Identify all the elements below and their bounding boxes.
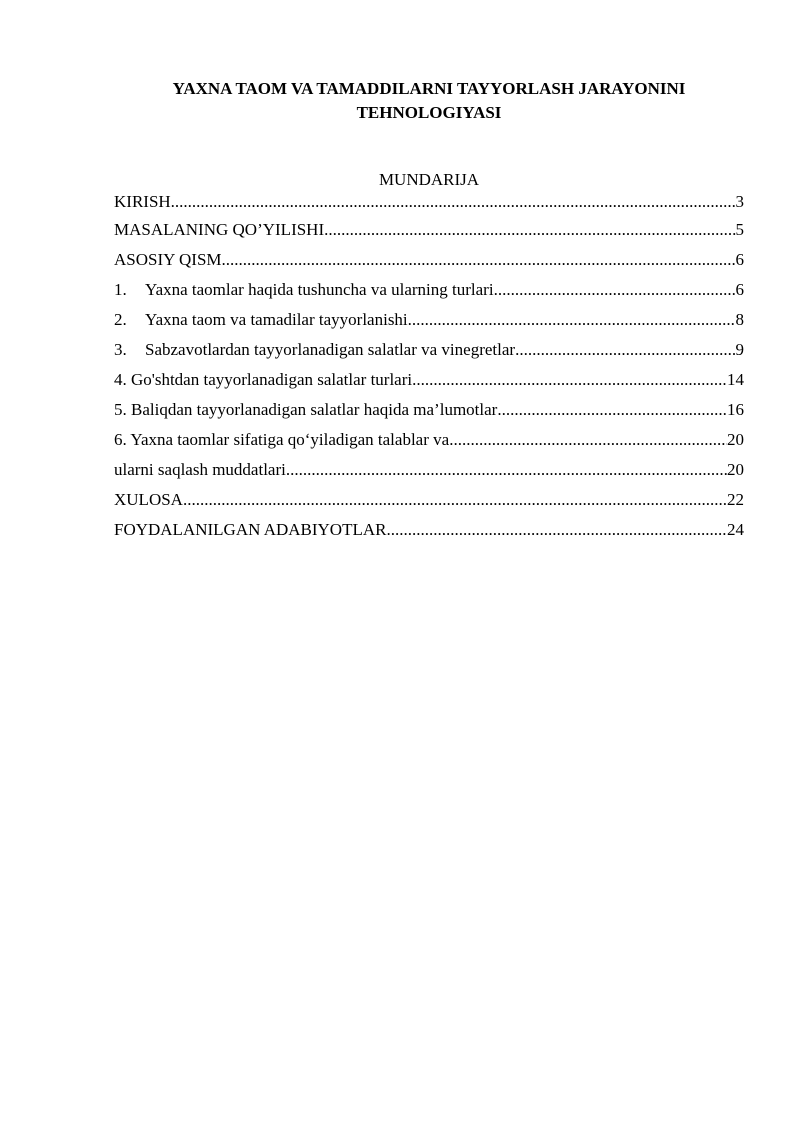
toc-page-number: 24 [727, 520, 744, 539]
toc-entry-section-2[interactable] [114, 309, 744, 339]
toc-dot-leader [515, 339, 735, 361]
toc-entry-text: FOYDALANILGAN ADABIYOTLAR [114, 520, 387, 539]
toc-entry-text: 5. Baliqdan tayyorlanadigan salatlar haqida ma’lumotlar [114, 400, 498, 419]
toc-entry-text: ASOSIY QISM [114, 250, 222, 269]
toc-page-number: 5 [735, 220, 744, 239]
toc-entry-xulosa[interactable] [114, 489, 744, 519]
toc-page-number: 8 [735, 310, 744, 329]
toc-entry-foydalanilgan-adabiyotlar[interactable] [114, 519, 744, 549]
toc-dot-leader [222, 249, 736, 271]
toc-entry-text: 4. Go'shtdan tayyorlanadigan salatlar turlari [114, 370, 413, 389]
toc-entry-section-1[interactable] [114, 279, 744, 309]
toc-entry-text: MASALANING QO’YILISHI [114, 220, 325, 239]
toc-dot-leader [497, 399, 727, 421]
toc-page-number: 16 [727, 400, 744, 419]
document-title: YAXNA TAOM VA TAMADDILARNI TAYYORLASH JARAYONINI TEHNOLOGIYASI [172, 79, 686, 122]
toc-entry-text: Sabzavotlardan tayyorlanadigan salatlar va vinegretlar [145, 340, 516, 359]
toc-entry-text: ularni saqlash muddatlari [114, 460, 286, 479]
toc-entry-text: KIRISH [114, 192, 171, 211]
table-of-contents [114, 191, 744, 549]
toc-page-number: 20 [727, 460, 744, 479]
toc-page-number: 14 [727, 370, 744, 389]
toc-page-number: 6 [735, 250, 744, 269]
toc-entry-asosiy-qism[interactable] [114, 249, 744, 279]
toc-dot-leader [494, 279, 736, 301]
toc-entry-section-3[interactable] [114, 339, 744, 369]
document-page [114, 77, 744, 549]
toc-dot-leader [412, 369, 727, 391]
toc-entry-section-6-continued[interactable] [114, 459, 744, 489]
toc-dot-leader [324, 219, 735, 241]
toc-entry-text: Yaxna taomlar haqida tushuncha va ularning turlari [145, 280, 494, 299]
toc-entry-number: 2. [114, 310, 127, 329]
toc-page-number: 9 [735, 340, 744, 359]
toc-entry-text: XULOSA [114, 490, 183, 509]
toc-entry-number: 1. [114, 280, 127, 299]
toc-dot-leader [449, 429, 727, 451]
toc-entry-section-4[interactable] [114, 369, 744, 399]
toc-page-number: 6 [735, 280, 744, 299]
toc-entry-text: Yaxna taom va tamadilar tayyorlanishi [145, 310, 408, 329]
toc-dot-leader [386, 519, 727, 541]
toc-heading: MUNDARIJA [378, 170, 480, 189]
toc-entry-text: 6. Yaxna taomlar sifatiga qo‘yiladigan talablar va [114, 430, 450, 449]
toc-page-number: 20 [727, 430, 744, 449]
toc-page-number: 22 [727, 490, 744, 509]
toc-page-number: 3 [735, 192, 744, 211]
toc-entry-section-6[interactable] [114, 429, 744, 459]
toc-entry-kirish[interactable] [114, 191, 744, 219]
toc-dot-leader [408, 309, 736, 331]
toc-dot-leader [183, 489, 727, 511]
toc-entry-masalaning-qoyilishi[interactable] [114, 219, 744, 249]
toc-dot-leader [171, 191, 736, 213]
toc-entry-number: 3. [114, 340, 127, 359]
toc-entry-section-5[interactable] [114, 399, 744, 429]
toc-dot-leader [286, 459, 727, 481]
